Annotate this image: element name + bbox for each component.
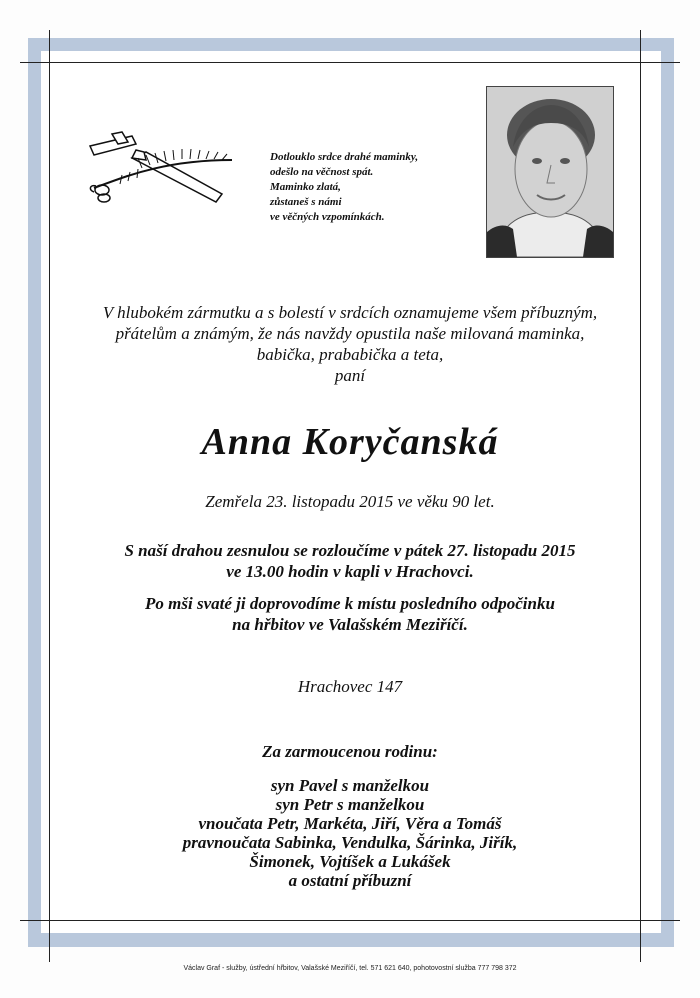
announcement-line: paní [334,366,366,385]
family-line: syn Petr s manželkou [275,795,425,814]
frame-band-top [28,38,674,51]
farewell-ceremony [60,540,640,582]
burial-info [60,593,640,635]
death-date-line: Zemřela 23. listopadu 2015 ve věku 90 let. [205,492,495,511]
ceremony-line: ve 13.00 hodin v kapli v Hrachovci. [226,562,474,581]
family-line: vnoučata Petr, Markéta, Jiří, Věra a Tomáš [198,814,502,833]
family-heading: Za zarmoucenou rodinu: [262,742,438,761]
burial-line: na hřbitov ve Valašském Meziříčí. [232,615,468,634]
family-list [60,776,640,890]
verse-line: Dotlouklo srdce drahé maminky, [270,151,419,163]
verse-line: zůstaneš s námi [270,196,342,208]
frame-band-bottom [28,933,674,947]
memorial-verse [270,150,470,225]
burial-line: Po mši svaté ji doprovodíme k místu posledního odpočinku [145,594,555,613]
verse-line: Maminko zlatá, [270,181,341,193]
cross-with-palm-branch-icon [82,130,242,210]
portrait-photo [486,86,614,258]
announcement-line: V hlubokém zármutku a s bolestí v srdcích oznamujeme všem příbuzným, [102,303,598,322]
address: Hrachovec 147 [297,677,403,696]
frame-line-bottom [20,920,680,921]
verse-line: odešlo na věčnost spát. [270,166,374,178]
deceased-name: Anna Koryčanská [201,421,499,463]
announcement-line: babička, prababička a teta, [256,345,444,364]
frame-line-top [20,62,680,63]
verse-line: ve věčných vzpomínkách. [270,211,385,223]
family-line: Šimonek, Vojtíšek a Lukášek [249,852,451,871]
ceremony-line: S naší drahou zesnulou se rozloučíme v pátek 27. listopadu 2015 [124,541,576,560]
family-line: syn Pavel s manželkou [270,776,430,795]
portrait-image [487,87,613,257]
frame-band-left [28,38,41,947]
funeral-service-footer: Václav Graf - služby, ústřední hřbitov, Valašské Meziříčí, tel. 571 621 640, pohotovostní služba 777 798 372 [183,965,517,972]
announcement-line: přátelům a známým, že nás navždy opustila naše milovaná maminka, [115,324,585,343]
frame-line-left [49,30,50,962]
announcement-text [60,302,640,386]
family-line: pravnoučata Sabinka, Vendulka, Šárinka, Jiřík, [182,833,518,852]
frame-line-right [640,30,641,962]
frame-band-right [661,38,674,947]
family-line: a ostatní příbuzní [288,871,412,890]
